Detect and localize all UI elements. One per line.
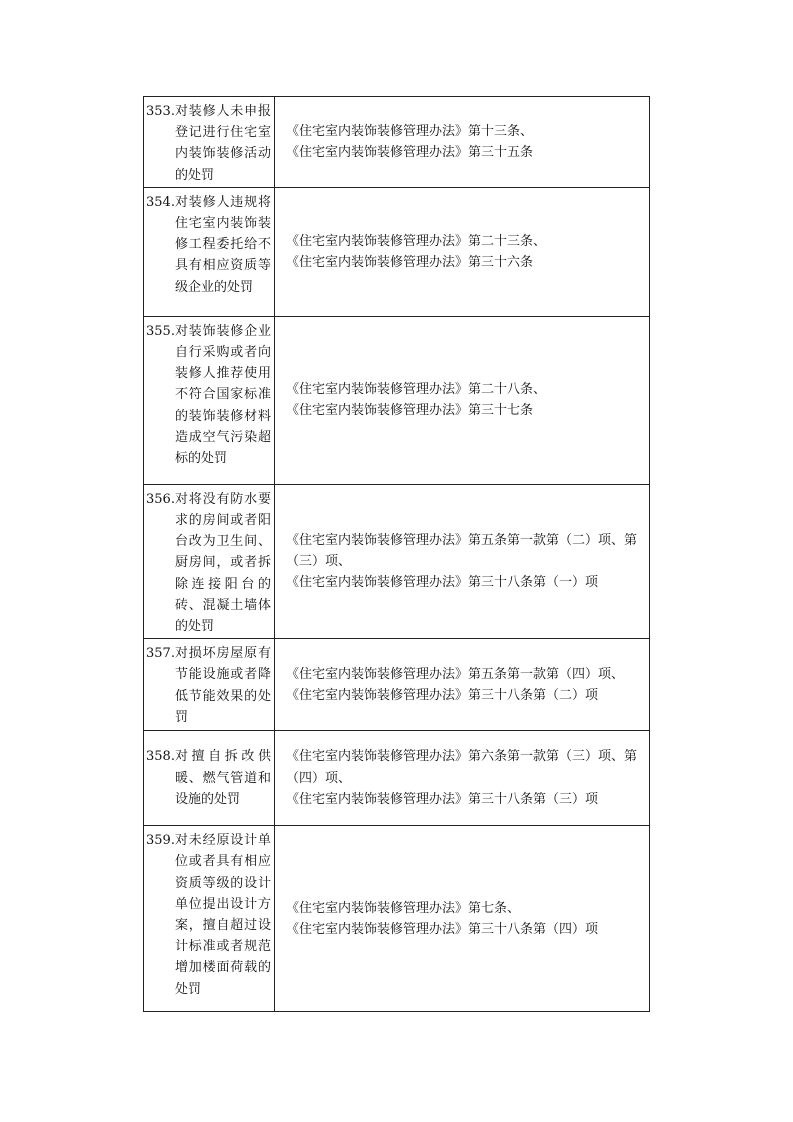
item-number: 356. bbox=[146, 491, 175, 507]
legal-basis-line: 《住宅室内装饰装修管理办法》第七条、 bbox=[286, 900, 521, 916]
item-title: 对装修人未申报登记进行住宅室内装饰装修活动的处罚 bbox=[174, 104, 271, 183]
item-number: 353. bbox=[146, 104, 175, 119]
item-cell bbox=[144, 484, 275, 638]
item-number: 355. bbox=[146, 323, 175, 339]
legal-basis-cell bbox=[275, 187, 650, 316]
legal-basis-line: （三）项、 bbox=[286, 553, 352, 569]
item-title: 对未经原设计单位或者具有相应资质等级的设计单位提出设计方案，擅自超过设计标准或者规范增加楼面荷载的处罚 bbox=[174, 833, 271, 997]
table-row-353 bbox=[144, 97, 650, 188]
legal-basis-line: 《住宅室内装饰装修管理办法》第二十三条、 bbox=[286, 233, 547, 249]
legal-basis-cell bbox=[275, 731, 650, 826]
table-row-357 bbox=[144, 639, 650, 731]
item-title: 对将没有防水要求的房间或者阳台改为卫生间、厨房间，或者拆除连接阳台的砖、混凝土墙体的处罚 bbox=[174, 491, 271, 635]
item-title: 对装饰装修企业自行采购或者向装修人推荐使用不符合国家标准的装饰装修材料造成空气污染超标的处罚 bbox=[174, 323, 271, 467]
item-number: 357. bbox=[146, 646, 175, 662]
table-row-359 bbox=[144, 826, 650, 1012]
item-number: 359. bbox=[146, 833, 175, 849]
item-cell bbox=[144, 316, 275, 484]
legal-basis-line: 《住宅室内装饰装修管理办法》第三十六条 bbox=[286, 254, 534, 270]
table-row-355 bbox=[144, 316, 650, 484]
legal-basis-line: 《住宅室内装饰装修管理办法》第三十八条第（四）项 bbox=[286, 921, 599, 937]
item-cell bbox=[144, 826, 275, 1012]
item-cell bbox=[144, 731, 275, 826]
legal-basis-line: 《住宅室内装饰装修管理办法》第六条第一款第（三）项、第 bbox=[286, 749, 638, 765]
table-body bbox=[144, 97, 650, 1012]
item-number: 358. bbox=[146, 749, 175, 765]
item-number: 354. bbox=[146, 194, 175, 210]
penalty-basis-table bbox=[143, 96, 650, 1012]
item-title: 对装修人违规将住宅室内装饰装修工程委托给不具有相应资质等级企业的处罚 bbox=[174, 194, 271, 295]
legal-basis-line: 《住宅室内装饰装修管理办法》第三十八条第（一）项 bbox=[286, 575, 599, 591]
legal-basis-line: 《住宅室内装饰装修管理办法》第三十七条 bbox=[286, 403, 534, 419]
table-row-356 bbox=[144, 484, 650, 638]
legal-basis-line: 《住宅室内装饰装修管理办法》第三十八条第（二）项 bbox=[286, 687, 599, 703]
legal-basis-line: （四）项、 bbox=[286, 770, 352, 786]
item-title: 对损坏房屋原有节能设施或者降低节能效果的处罚 bbox=[174, 646, 271, 725]
legal-basis-line: 《住宅室内装饰装修管理办法》第十三条、 bbox=[286, 123, 534, 139]
item-title: 对擅自拆改供暖、燃气管道和设施的处罚 bbox=[174, 749, 271, 807]
legal-basis-cell bbox=[275, 97, 650, 188]
legal-basis-line: 《住宅室内装饰装修管理办法》第三十八条第（三）项 bbox=[286, 791, 599, 807]
legal-basis-cell bbox=[275, 484, 650, 638]
item-cell bbox=[144, 639, 275, 731]
item-cell bbox=[144, 97, 275, 188]
table-row-358 bbox=[144, 731, 650, 826]
legal-basis-cell bbox=[275, 826, 650, 1012]
item-cell bbox=[144, 187, 275, 316]
legal-basis-cell bbox=[275, 639, 650, 731]
legal-basis-line: 《住宅室内装饰装修管理办法》第五条第一款第（四）项、 bbox=[286, 666, 625, 682]
table-row-354 bbox=[144, 187, 650, 316]
legal-basis-line: 《住宅室内装饰装修管理办法》第五条第一款第（二）项、第 bbox=[286, 532, 638, 548]
legal-basis-line: 《住宅室内装饰装修管理办法》第二十八条、 bbox=[286, 382, 547, 398]
legal-basis-cell bbox=[275, 316, 650, 484]
legal-basis-line: 《住宅室内装饰装修管理办法》第三十五条 bbox=[286, 144, 534, 160]
